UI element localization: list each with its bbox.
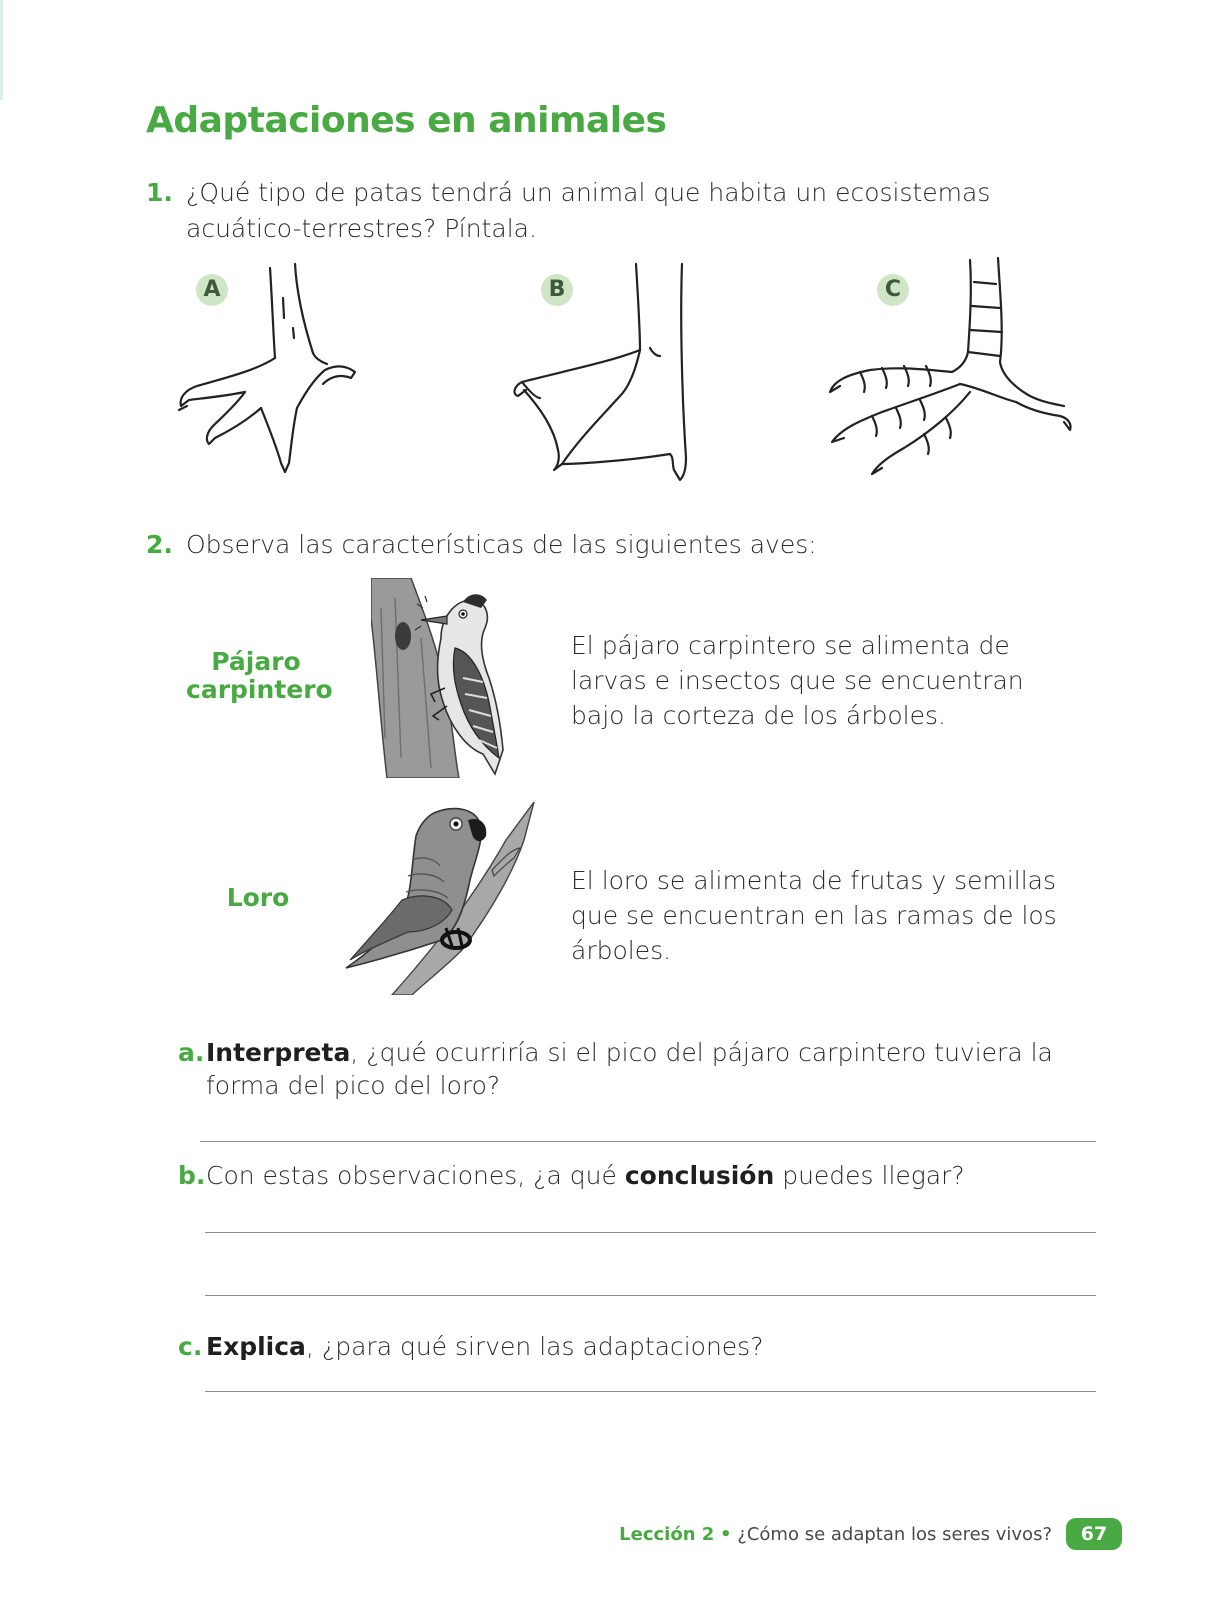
question-1-number: 1. [146, 178, 173, 207]
subquestion-a-letter: a. [178, 1038, 205, 1067]
subquestion-a-keyword: Interpreta [206, 1038, 351, 1067]
woodpecker-description: El pájaro carpintero se alimenta de larvas e insectos que se encuentran bajo la corteza de los árboles. [571, 631, 1024, 730]
question-2 [146, 527, 817, 563]
subquestion-b-text-after: puedes llegar? [774, 1161, 965, 1190]
parrot-label: Loro [226, 883, 290, 912]
page-title: Adaptaciones en animales [146, 100, 667, 141]
option-b-badge: B [541, 274, 573, 306]
answer-line-b2[interactable] [205, 1295, 1096, 1296]
subquestion-b-text-before: Con estas observaciones, ¿a qué [206, 1161, 625, 1190]
webbed-foot-icon[interactable] [500, 258, 700, 486]
subquestion-c-keyword: Explica [206, 1332, 306, 1361]
answer-line-a[interactable] [200, 1141, 1096, 1142]
woodpecker-label: Pájaro carpintero [186, 647, 333, 704]
chicken-foot-icon[interactable] [820, 252, 1080, 482]
subquestion-a-text: , ¿qué ocurriría si el pico del pájaro carpintero tuviera la forma del pico del loro? [206, 1038, 1053, 1100]
footer-bullet: • [720, 1523, 732, 1545]
subquestion-c [178, 1330, 1058, 1363]
answer-line-c[interactable] [205, 1391, 1096, 1392]
page-footer [619, 1518, 1122, 1550]
page-number: 67 [1066, 1518, 1122, 1550]
subquestion-a [178, 1036, 1058, 1102]
clawed-bird-foot-icon[interactable] [165, 258, 365, 480]
option-c-badge: C [877, 274, 909, 306]
subquestion-b-letter: b. [178, 1161, 206, 1190]
subquestion-b [178, 1159, 1058, 1192]
question-2-number: 2. [146, 530, 173, 559]
footer-subtitle: ¿Cómo se adaptan los seres vivos? [737, 1523, 1052, 1545]
page-edge-mark [0, 0, 3, 100]
footer-lesson: Lección 2 [619, 1523, 715, 1545]
option-a-badge: A [196, 274, 228, 306]
parrot-description: El loro se alimenta de frutas y semillas que se encuentran en las ramas de los árboles. [571, 866, 1057, 965]
parrot-illustration [342, 800, 542, 999]
subquestion-c-text: , ¿para qué sirven las adaptaciones? [305, 1332, 764, 1361]
question-1-text: ¿Qué tipo de patas tendrá un animal que habita un ecosistemas acuático-terrestres? Píntala. [186, 178, 991, 243]
subquestion-c-letter: c. [178, 1332, 203, 1361]
question-1 [146, 175, 1086, 247]
woodpecker-illustration [371, 578, 511, 782]
answer-line-b1[interactable] [205, 1232, 1096, 1233]
question-2-text: Observa las características de las siguientes aves: [186, 530, 817, 559]
subquestion-b-keyword: conclusión [624, 1161, 775, 1190]
